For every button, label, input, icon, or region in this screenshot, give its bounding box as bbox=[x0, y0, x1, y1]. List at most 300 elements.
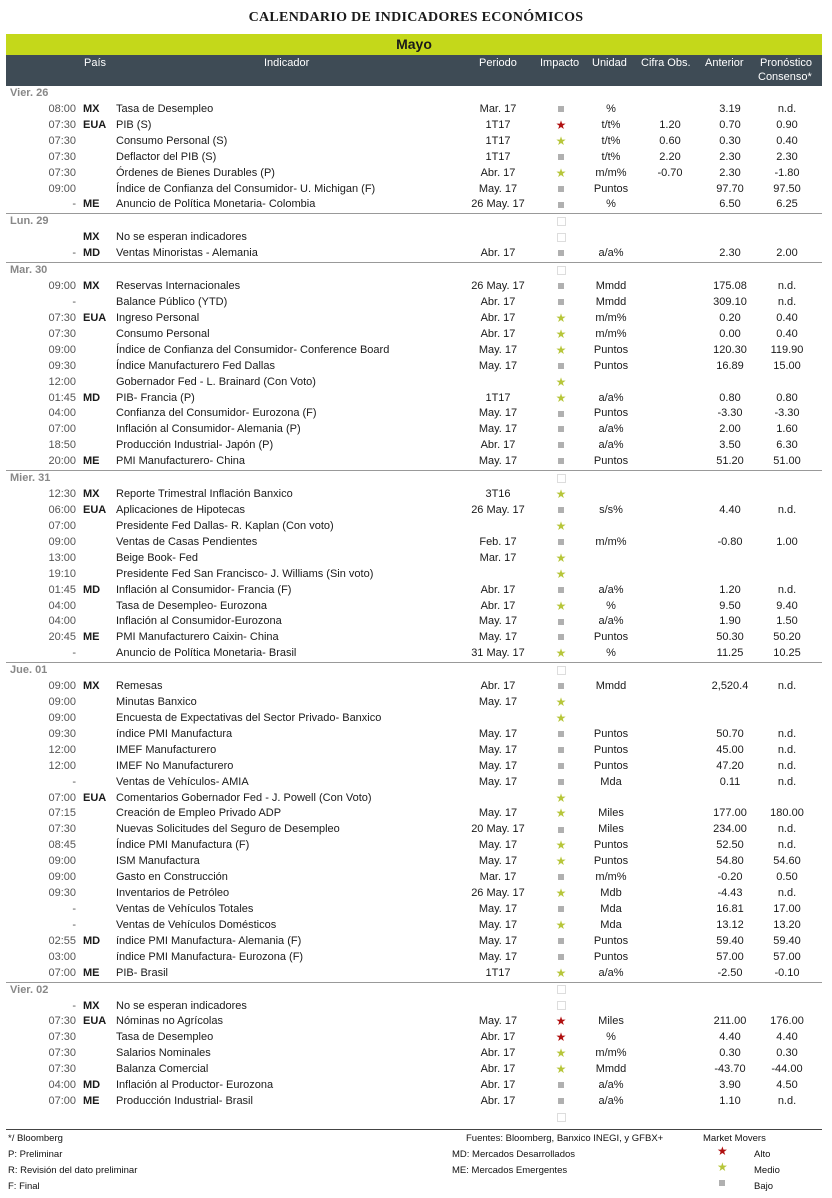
previous-cell: 309.10 bbox=[713, 295, 747, 308]
country-cell: MX bbox=[83, 280, 100, 293]
forecast-cell: 51.00 bbox=[773, 455, 801, 468]
table-row bbox=[6, 1078, 822, 1094]
table-row bbox=[6, 503, 822, 519]
table-row bbox=[6, 614, 822, 630]
indicator-cell: Índice Manufacturero Fed Dallas bbox=[116, 359, 275, 372]
forecast-cell: 59.40 bbox=[773, 934, 801, 947]
impact-low-square-icon bbox=[546, 614, 576, 630]
previous-cell: 97.70 bbox=[716, 182, 744, 195]
time-cell: 07:30 bbox=[48, 134, 76, 147]
impact-low-square-icon bbox=[546, 727, 576, 743]
forecast-cell: 0.30 bbox=[776, 1047, 798, 1060]
page-title: CALENDARIO DE INDICADORES ECONÓMICOS bbox=[248, 10, 584, 25]
indicator-cell: Nuevas Solicitudes del Seguro de Desempleo bbox=[116, 823, 340, 836]
period-cell: 1T17 bbox=[485, 150, 511, 163]
time-cell: 09:00 bbox=[48, 680, 76, 693]
impact-medium-star-icon: ★ bbox=[555, 695, 567, 710]
time-cell: - bbox=[72, 999, 76, 1012]
previous-cell: 54.80 bbox=[716, 855, 744, 868]
time-cell: 07:15 bbox=[48, 807, 76, 820]
table-row bbox=[6, 743, 822, 759]
day-section-header bbox=[6, 214, 822, 230]
period-cell: May. 17 bbox=[478, 727, 518, 740]
day-label: Mar. 30 bbox=[10, 264, 48, 277]
table-row bbox=[6, 519, 822, 535]
forecast-cell: 176.00 bbox=[770, 1015, 804, 1028]
impact-empty-icon bbox=[546, 230, 576, 246]
time-cell: 09:00 bbox=[48, 855, 76, 868]
impact-medium-star-icon: ★ bbox=[555, 487, 567, 502]
forecast-cell: 4.40 bbox=[776, 1031, 798, 1044]
indicator-cell: Deflactor del PIB (S) bbox=[116, 150, 217, 163]
table-row bbox=[6, 791, 822, 807]
indicator-cell: No se esperan indicadores bbox=[116, 231, 247, 244]
period-cell: Abr. 17 bbox=[480, 1095, 516, 1108]
period-cell: Abr. 17 bbox=[480, 439, 516, 452]
previous-cell: 16.81 bbox=[716, 903, 744, 916]
country-cell: MX bbox=[83, 999, 100, 1012]
previous-cell: 4.40 bbox=[719, 503, 741, 516]
indicator-cell: PIB- Brasil bbox=[116, 966, 168, 979]
table-row bbox=[6, 295, 822, 311]
period-cell: 1T17 bbox=[485, 118, 511, 131]
table-row bbox=[6, 438, 822, 454]
time-cell: 07:30 bbox=[48, 1063, 76, 1076]
impact-empty-icon bbox=[546, 214, 576, 230]
previous-cell: 2.00 bbox=[719, 423, 741, 436]
impact-low-square-icon bbox=[546, 775, 576, 791]
previous-cell: -3.30 bbox=[717, 407, 743, 420]
impact-low-square-icon bbox=[546, 759, 576, 775]
table-row bbox=[6, 327, 822, 343]
indicator-cell: Minutas Banxico bbox=[116, 696, 197, 709]
time-cell: 07:30 bbox=[48, 311, 76, 324]
forecast-cell: n.d. bbox=[777, 280, 797, 293]
forecast-cell: 0.80 bbox=[776, 391, 798, 404]
header-indicador: Indicador bbox=[264, 57, 310, 69]
table-row bbox=[6, 711, 822, 727]
unit-cell: Puntos bbox=[593, 182, 629, 195]
period-cell: Abr. 17 bbox=[480, 1079, 516, 1092]
country-cell: MX bbox=[83, 102, 100, 115]
time-cell: - bbox=[72, 198, 76, 211]
unit-cell: a/a% bbox=[598, 1079, 624, 1092]
forecast-cell: 1.00 bbox=[776, 535, 798, 548]
unit-cell: m/m% bbox=[595, 327, 627, 340]
indicator-cell: Remesas bbox=[116, 680, 163, 693]
table-row bbox=[6, 599, 822, 615]
indicator-cell: Tasa de Desempleo bbox=[116, 1031, 214, 1044]
time-cell: 20:00 bbox=[48, 455, 76, 468]
previous-cell: 6.50 bbox=[719, 198, 741, 211]
forecast-cell: 0.90 bbox=[776, 118, 798, 131]
previous-cell: 57.00 bbox=[716, 950, 744, 963]
table-row bbox=[6, 822, 822, 838]
time-cell: 01:45 bbox=[48, 583, 76, 596]
period-cell: Abr. 17 bbox=[480, 680, 516, 693]
table-row bbox=[6, 311, 822, 327]
forecast-cell: 97.50 bbox=[773, 182, 801, 195]
table-row bbox=[6, 1046, 822, 1062]
impact-medium-star-icon: ★ bbox=[555, 1046, 567, 1061]
previous-cell: 4.40 bbox=[719, 1031, 741, 1044]
unit-cell: t/t% bbox=[601, 134, 621, 147]
previous-cell: 1.20 bbox=[719, 583, 741, 596]
period-cell: Mar. 17 bbox=[479, 871, 517, 884]
previous-cell: 9.50 bbox=[719, 599, 741, 612]
unit-cell: Puntos bbox=[593, 759, 629, 772]
header-cifra: Cifra Obs. bbox=[641, 57, 691, 69]
impact-medium-star-icon: ★ bbox=[555, 310, 567, 325]
impact-medium-star-icon: ★ bbox=[555, 646, 567, 661]
unit-cell: Puntos bbox=[593, 950, 629, 963]
impact-low-square-icon bbox=[546, 150, 576, 166]
country-cell: EUA bbox=[83, 791, 107, 804]
impact-medium-star-icon: ★ bbox=[555, 965, 567, 980]
indicator-cell: Balance Público (YTD) bbox=[116, 295, 228, 308]
table-row bbox=[6, 679, 822, 695]
impact-low-square-icon bbox=[546, 422, 576, 438]
country-cell: EUA bbox=[83, 503, 107, 516]
impact-low-square-icon bbox=[546, 246, 576, 262]
time-cell: 09:30 bbox=[48, 727, 76, 740]
forecast-cell: 1.50 bbox=[776, 615, 798, 628]
impact-low-square-icon bbox=[546, 1078, 576, 1094]
impact-medium-star-icon: ★ bbox=[555, 806, 567, 821]
indicator-cell: Tasa de Desempleo bbox=[116, 102, 214, 115]
unit-cell: Puntos bbox=[593, 934, 629, 947]
country-cell: MD bbox=[83, 391, 101, 404]
day-label: Vier. 02 bbox=[10, 983, 49, 996]
forecast-cell: 4.50 bbox=[776, 1079, 798, 1092]
previous-cell: 0.70 bbox=[719, 118, 741, 131]
header-pais: País bbox=[84, 57, 107, 69]
indicator-cell: índice PMI Manufactura- Eurozona (F) bbox=[116, 950, 304, 963]
indicator-cell: IMEF No Manufacturero bbox=[116, 759, 234, 772]
time-cell: 02:55 bbox=[48, 934, 76, 947]
period-cell: May. 17 bbox=[478, 839, 518, 852]
forecast-cell: 2.30 bbox=[776, 150, 798, 163]
observed-cell: 1.20 bbox=[659, 118, 681, 131]
previous-cell: -0.20 bbox=[717, 871, 743, 884]
table-row bbox=[6, 375, 822, 391]
table-row bbox=[6, 230, 822, 246]
country-cell: ME bbox=[83, 198, 100, 211]
table-row bbox=[6, 1062, 822, 1078]
period-cell: May. 17 bbox=[478, 615, 518, 628]
time-cell: 09:00 bbox=[48, 535, 76, 548]
unit-cell: % bbox=[606, 599, 616, 612]
indicator-cell: Confianza del Consumidor- Eurozona (F) bbox=[116, 407, 317, 420]
impact-low-square-icon bbox=[546, 1094, 576, 1110]
impact-low-square-icon bbox=[546, 743, 576, 759]
indicator-cell: ISM Manufactura bbox=[116, 855, 200, 868]
impact-medium-star-icon: ★ bbox=[555, 598, 567, 613]
previous-cell: 1.90 bbox=[719, 615, 741, 628]
forecast-cell: n.d. bbox=[777, 743, 797, 756]
unit-cell: Puntos bbox=[593, 631, 629, 644]
period-cell: May. 17 bbox=[478, 934, 518, 947]
time-cell: 12:00 bbox=[48, 375, 76, 388]
time-cell: 01:45 bbox=[48, 391, 76, 404]
indicator-cell: Inventarios de Petróleo bbox=[116, 887, 230, 900]
time-cell: 12:00 bbox=[48, 759, 76, 772]
observed-cell: -0.70 bbox=[657, 166, 683, 179]
period-cell: Abr. 17 bbox=[480, 1031, 516, 1044]
forecast-cell: n.d. bbox=[777, 503, 797, 516]
unit-cell: s/s% bbox=[599, 503, 623, 516]
period-cell: May. 17 bbox=[478, 918, 518, 931]
impact-high-star-icon: ★ bbox=[555, 1030, 567, 1045]
impact-low-square-icon bbox=[546, 870, 576, 886]
period-cell: 26 May. 17 bbox=[471, 198, 525, 211]
period-cell: Abr. 17 bbox=[480, 166, 516, 179]
indicator-cell: Reservas Internacionales bbox=[116, 280, 241, 293]
forecast-cell: 10.25 bbox=[773, 647, 801, 660]
impact-low-square-icon bbox=[546, 630, 576, 646]
period-cell: Abr. 17 bbox=[480, 295, 516, 308]
period-cell: May. 17 bbox=[478, 631, 518, 644]
unit-cell: t/t% bbox=[601, 150, 621, 163]
indicator-cell: Presidente Fed Dallas- R. Kaplan (Con voto) bbox=[116, 519, 334, 532]
unit-cell: a/a% bbox=[598, 391, 624, 404]
indicator-cell: Ventas de Vehículos Domésticos bbox=[116, 918, 277, 931]
time-cell: - bbox=[72, 647, 76, 660]
time-cell: 07:00 bbox=[48, 1095, 76, 1108]
unit-cell: Mda bbox=[600, 903, 622, 916]
time-cell: - bbox=[72, 247, 76, 260]
previous-cell: 11.25 bbox=[716, 647, 744, 660]
table-row bbox=[6, 950, 822, 966]
indicator-cell: Balanza Comercial bbox=[116, 1063, 209, 1076]
period-cell: 26 May. 17 bbox=[471, 280, 525, 293]
period-cell: 3T16 bbox=[485, 488, 511, 501]
forecast-cell: 15.00 bbox=[773, 359, 801, 372]
forecast-cell: n.d. bbox=[777, 775, 797, 788]
indicator-cell: Gobernador Fed - L. Brainard (Con Voto) bbox=[116, 375, 316, 388]
forecast-cell: -1.80 bbox=[774, 166, 800, 179]
table-row bbox=[6, 406, 822, 422]
impact-low-square-icon bbox=[546, 583, 576, 599]
previous-cell: 2,520.4 bbox=[711, 680, 749, 693]
indicator-cell: Nóminas no Agrícolas bbox=[116, 1015, 223, 1028]
period-cell: 1T17 bbox=[485, 134, 511, 147]
table-row bbox=[6, 806, 822, 822]
period-cell: 31 May. 17 bbox=[471, 647, 525, 660]
country-cell: ME bbox=[83, 1095, 100, 1108]
indicator-cell: Índice de Confianza del Consumidor- Conference Board bbox=[116, 343, 390, 356]
previous-cell: 0.30 bbox=[719, 134, 741, 147]
time-cell: 07:30 bbox=[48, 1031, 76, 1044]
period-cell: May. 17 bbox=[478, 855, 518, 868]
table-row bbox=[6, 567, 822, 583]
impact-low-square-icon bbox=[546, 279, 576, 295]
table-row bbox=[6, 727, 822, 743]
forecast-cell: 180.00 bbox=[770, 807, 804, 820]
legend-high-star-icon: ★ bbox=[717, 1144, 728, 1158]
forecast-cell: n.d. bbox=[777, 839, 797, 852]
period-cell: Abr. 17 bbox=[480, 311, 516, 324]
indicator-cell: Anuncio de Política Monetaria- Brasil bbox=[116, 647, 297, 660]
indicator-cell: índice PMI Manufactura- Alemania (F) bbox=[116, 934, 302, 947]
period-cell: Mar. 17 bbox=[479, 551, 517, 564]
table-spacer bbox=[6, 1110, 822, 1126]
unit-cell: a/a% bbox=[598, 966, 624, 979]
table-row bbox=[6, 999, 822, 1015]
unit-cell: Puntos bbox=[593, 407, 629, 420]
table-row bbox=[6, 1094, 822, 1110]
unit-cell: Miles bbox=[598, 807, 624, 820]
indicator-cell: Ingreso Personal bbox=[116, 311, 200, 324]
forecast-cell: -3.30 bbox=[774, 407, 800, 420]
indicator-cell: Comentarios Gobernador Fed - J. Powell (Con Voto) bbox=[116, 791, 372, 804]
indicator-cell: Inflación al Consumidor-Eurozona bbox=[116, 615, 282, 628]
table-row bbox=[6, 454, 822, 471]
impact-medium-star-icon: ★ bbox=[555, 165, 567, 180]
day-section-header bbox=[6, 471, 822, 487]
unit-cell: % bbox=[606, 102, 616, 115]
period-cell: 1T17 bbox=[485, 391, 511, 404]
unit-cell: % bbox=[606, 1031, 616, 1044]
table-row bbox=[6, 422, 822, 438]
impact-low-square-icon bbox=[546, 503, 576, 519]
table-row bbox=[6, 583, 822, 599]
footnote-final: F: Final bbox=[8, 1181, 40, 1192]
indicator-cell: Órdenes de Bienes Durables (P) bbox=[116, 166, 275, 179]
unit-cell: Puntos bbox=[593, 855, 629, 868]
impact-medium-star-icon: ★ bbox=[555, 342, 567, 357]
indicator-cell: PIB (S) bbox=[116, 118, 152, 131]
impact-empty-icon bbox=[546, 663, 576, 679]
time-cell: 19:10 bbox=[48, 567, 76, 580]
period-cell: May. 17 bbox=[478, 182, 518, 195]
indicator-cell: PIB- Francia (P) bbox=[116, 391, 195, 404]
indicator-cell: Aplicaciones de Hipotecas bbox=[116, 503, 246, 516]
unit-cell: a/a% bbox=[598, 439, 624, 452]
footnote-preliminar: P: Preliminar bbox=[8, 1149, 63, 1160]
period-cell: May. 17 bbox=[478, 423, 518, 436]
previous-cell: 1.10 bbox=[719, 1095, 741, 1108]
country-cell: ME bbox=[83, 966, 100, 979]
forecast-cell: 9.40 bbox=[776, 599, 798, 612]
impact-empty-icon bbox=[546, 999, 576, 1015]
indicator-cell: Gasto en Construcción bbox=[116, 871, 228, 884]
indicator-cell: Producción Industrial- Japón (P) bbox=[116, 439, 274, 452]
previous-cell: 0.80 bbox=[719, 391, 741, 404]
table-row bbox=[6, 854, 822, 870]
time-cell: 08:45 bbox=[48, 839, 76, 852]
country-cell: MX bbox=[83, 680, 100, 693]
time-cell: - bbox=[72, 918, 76, 931]
indicator-cell: Presidente Fed San Francisco- J. Williams (Sin voto) bbox=[116, 567, 374, 580]
unit-cell: m/m% bbox=[595, 1047, 627, 1060]
period-cell: Abr. 17 bbox=[480, 327, 516, 340]
time-cell: 09:30 bbox=[48, 359, 76, 372]
day-section-header bbox=[6, 263, 822, 279]
forecast-cell: 0.40 bbox=[776, 327, 798, 340]
impact-low-square-icon bbox=[546, 822, 576, 838]
period-cell: Abr. 17 bbox=[480, 599, 516, 612]
forecast-cell: n.d. bbox=[777, 680, 797, 693]
previous-cell: -0.80 bbox=[717, 535, 743, 548]
period-cell: May. 17 bbox=[478, 343, 518, 356]
month-banner: Mayo bbox=[6, 34, 822, 55]
time-cell: 20:45 bbox=[48, 631, 76, 644]
impact-medium-star-icon: ★ bbox=[555, 133, 567, 148]
forecast-cell: n.d. bbox=[777, 759, 797, 772]
legend-medium-label: Medio bbox=[754, 1165, 780, 1176]
impact-medium-star-icon: ★ bbox=[555, 374, 567, 389]
table-row bbox=[6, 343, 822, 359]
forecast-cell: n.d. bbox=[777, 1095, 797, 1108]
previous-cell: 0.30 bbox=[719, 1047, 741, 1060]
forecast-cell: n.d. bbox=[777, 727, 797, 740]
indicator-cell: Creación de Empleo Privado ADP bbox=[116, 807, 282, 820]
unit-cell: Puntos bbox=[593, 727, 629, 740]
country-cell: EUA bbox=[83, 1015, 107, 1028]
unit-cell: a/a% bbox=[598, 583, 624, 596]
table-row bbox=[6, 535, 822, 551]
table-row bbox=[6, 487, 822, 503]
day-label: Mier. 31 bbox=[10, 472, 51, 485]
forecast-cell: 1.60 bbox=[776, 423, 798, 436]
forecast-cell: 2.00 bbox=[776, 247, 798, 260]
unit-cell: Puntos bbox=[593, 343, 629, 356]
previous-cell: 51.20 bbox=[716, 455, 744, 468]
header-impacto: Impacto bbox=[540, 57, 580, 69]
day-label: Vier. 26 bbox=[10, 87, 49, 99]
previous-cell: 59.40 bbox=[716, 934, 744, 947]
country-cell: MD bbox=[83, 1079, 101, 1092]
forecast-cell: n.d. bbox=[777, 102, 797, 115]
forecast-cell: -44.00 bbox=[771, 1063, 803, 1076]
previous-cell: -43.70 bbox=[714, 1063, 746, 1076]
period-cell: 26 May. 17 bbox=[471, 887, 525, 900]
unit-cell: a/a% bbox=[598, 615, 624, 628]
indicator-cell: Beige Book- Fed bbox=[116, 551, 198, 564]
table-row bbox=[6, 838, 822, 854]
table-row bbox=[6, 1030, 822, 1046]
impact-empty-icon bbox=[546, 471, 576, 487]
forecast-cell: 0.50 bbox=[776, 871, 798, 884]
previous-cell: 52.50 bbox=[716, 839, 744, 852]
indicator-cell: Ventas Minoristas - Alemania bbox=[116, 247, 258, 260]
forecast-cell: 54.60 bbox=[773, 855, 801, 868]
unit-cell: % bbox=[606, 198, 616, 211]
forecast-cell: 119.90 bbox=[770, 343, 804, 356]
table-row bbox=[6, 197, 822, 214]
period-cell: May. 17 bbox=[478, 759, 518, 772]
impact-low-square-icon bbox=[546, 454, 576, 470]
time-cell: 07:30 bbox=[48, 166, 76, 179]
indicator-cell: Consumo Personal bbox=[116, 327, 210, 340]
table-row bbox=[6, 118, 822, 134]
indicator-cell: Índice PMI Manufactura (F) bbox=[116, 839, 250, 852]
forecast-cell: 13.20 bbox=[773, 918, 801, 931]
impact-low-square-icon bbox=[546, 182, 576, 198]
table-row bbox=[6, 934, 822, 950]
indicator-cell: Inflación al Consumidor- Alemania (P) bbox=[116, 423, 301, 436]
period-cell: Abr. 17 bbox=[480, 583, 516, 596]
table-row bbox=[6, 246, 822, 263]
time-cell: 09:00 bbox=[48, 871, 76, 884]
period-cell: May. 17 bbox=[478, 743, 518, 756]
forecast-cell: n.d. bbox=[777, 583, 797, 596]
time-cell: 04:00 bbox=[48, 599, 76, 612]
header-periodo: Periodo bbox=[479, 57, 517, 69]
indicator-cell: Ventas de Vehículos- AMIA bbox=[116, 775, 249, 788]
unit-cell: Puntos bbox=[593, 839, 629, 852]
